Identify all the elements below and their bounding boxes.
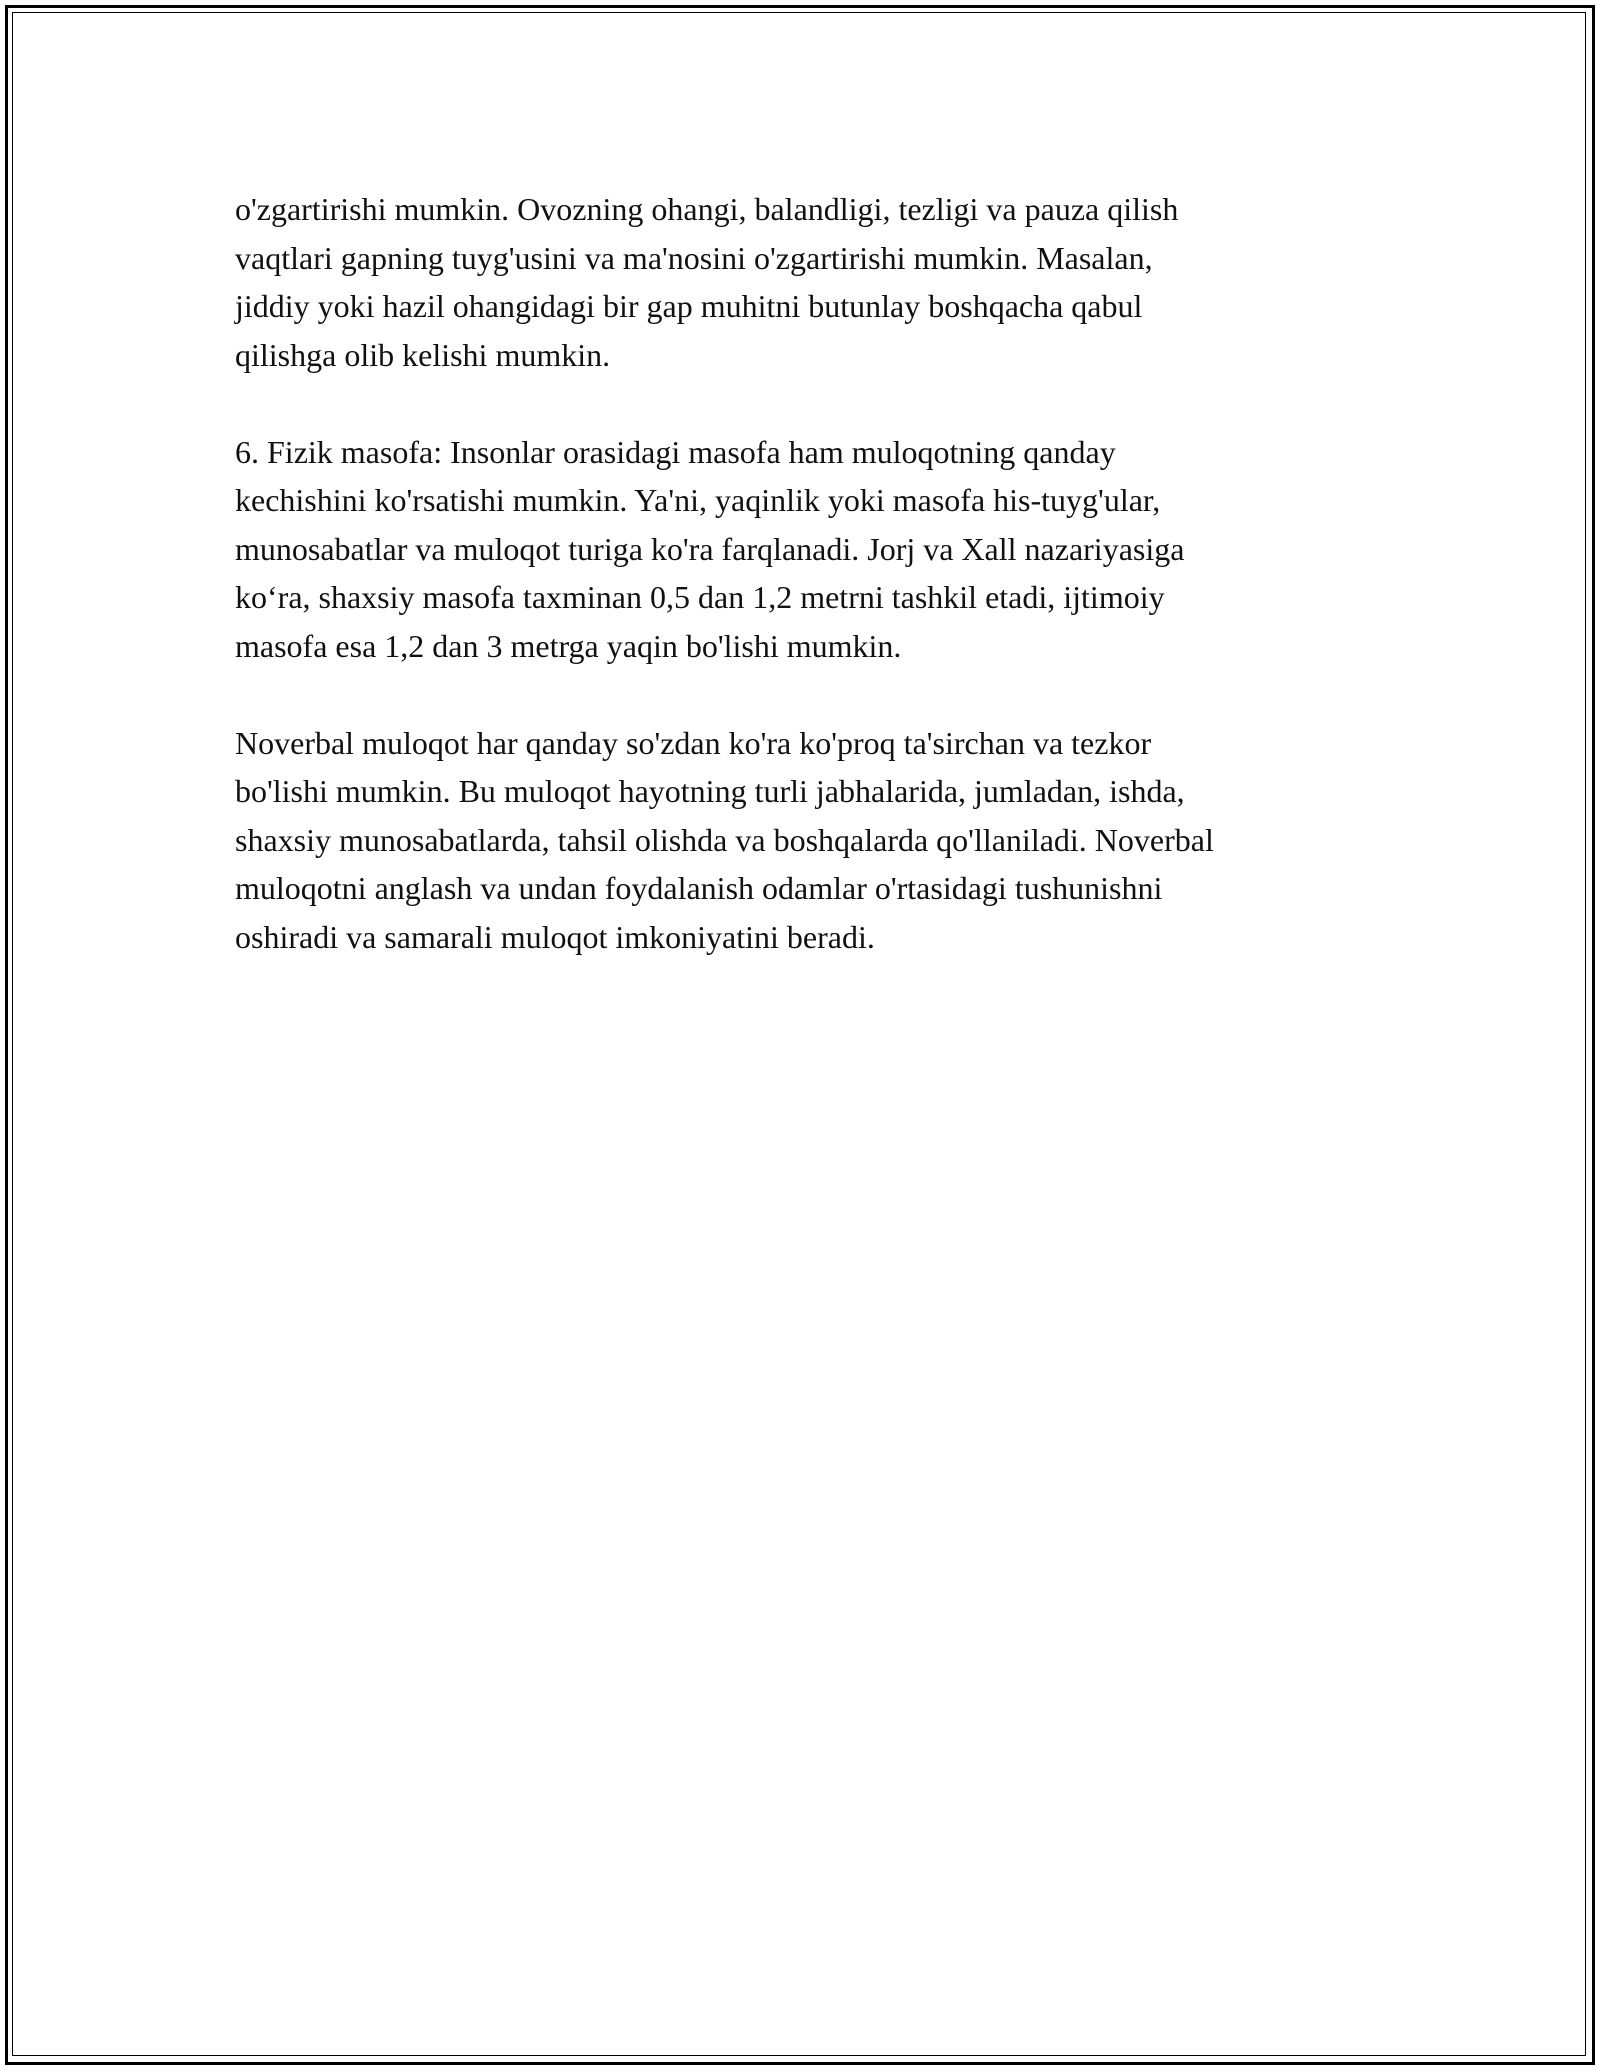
document-body: [235, 185, 1375, 1010]
paragraph-physical-distance: 6. Fizik masofa: Insonlar orasidagi masofa ham muloqotning qanday kechishini ko'rsatishi mumkin. Ya'ni, yaqinlik yoki masofa his-tuyg'ular, munosabatlar va muloqot turiga ko'ra farqlanadi. Jorj va Xall nazariyasiga ko‘ra, shaxsiy masofa taxminan 0,5 dan 1,2 metrni tashkil etadi, ijtimoiy masofa esa 1,2 dan 3 metrga yaqin bo'lishi mumkin.: [235, 433, 1185, 664]
paragraph-voice-tone: o'zgartirishi mumkin. Ovozning ohangi, balandligi, tezligi va pauza qilish vaqtlari gapning tuyg'usini va ma'nosini o'zgartirishi mumkin. Masalan, jiddiy yoki hazil ohangidagi bir gap muhitni butunlay boshqacha qabul qilishga olib kelishi mumkin.: [235, 191, 1179, 373]
paragraph-conclusion: Noverbal muloqot har qanday so'zdan ko'ra ko'proq ta'sirchan va tezkor bo'lishi mumkin. Bu muloqot hayotning turli jabhalarida, jumladan, ishda, shaxsiy munosabatlarda, tahsil olishda va boshqalarda qo'llaniladi. Noverbal muloqotni anglash va undan foydalanish odamlar o'rtasidagi tushunishni oshiradi va samarali muloqot imkoniyatini beradi.: [235, 724, 1214, 955]
